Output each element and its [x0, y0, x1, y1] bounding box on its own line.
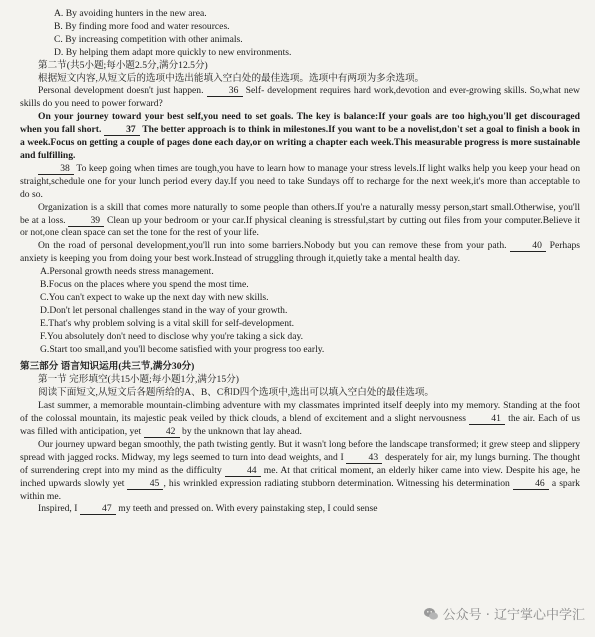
- blank-45: 45: [127, 478, 163, 490]
- blank-46: 46: [513, 478, 549, 490]
- choice-e: E.That's why problem solving is a vital skill for self-development.: [40, 317, 295, 329]
- choice-g: G.Start too small,and you'll become satisfied with your progress too early.: [40, 343, 325, 355]
- watermark-label: 公众号 · 辽宁掌心中学汇: [442, 608, 585, 623]
- blank-38: 38: [38, 163, 74, 175]
- cloze-paragraph-3: Inspired, I 47 my teeth and pressed on. With every painstaking step, I could sense: [38, 503, 378, 515]
- previous-question-options: [20, 8, 580, 60]
- blank-36: 36: [207, 85, 243, 97]
- option-c: C. By increasing competition with other animals.: [54, 33, 243, 45]
- option-a: A. By avoiding hunters in the new area.: [54, 8, 207, 19]
- choice-b: B.Focus on the places where you spend the most time.: [40, 279, 249, 291]
- blank-44: 44: [225, 465, 261, 477]
- cloze-instruction: 阅读下面短文,从短文后各题所给的A、B、C和D四个选项中,选出可以填入空白处的最佳选项。: [38, 387, 435, 399]
- cloze-paragraph-2: Our journey upward began smoothly, the path twisting gently. But it wasn't long before the landscape transformed; it grew steep and slippery spread with jagged rocks. Midway, my legs seemed to turn into dead weights, and I 43 desperately for air, my lungs burning. The thought of surrendering crept into my mind as the difficulty 44 me. At that critical moment, an elderly hiker came into view. Despite his age, he inched upwards slowly yet 45 , his wrinkled expression radiating stubborn determination. Witnessing his determination 46 a spark within me.: [20, 438, 580, 502]
- part3-title: 第三部分 语言知识运用(共三节,满分30分): [20, 361, 195, 373]
- choice-f: F.You absolutely don't need to disclose why you're taking a sick day.: [40, 330, 304, 342]
- watermark: [423, 604, 585, 623]
- cloze-section-title: 第一节 完形填空(共15小题;每小题1分,满分15分): [38, 374, 239, 386]
- cloze-paragraph-1: Last summer, a memorable mountain-climbing adventure with my classmates imprinted itself deeply into my memory. Standing at the foot of the colossal mountain, its majestic peak veiled by thick clouds, a blend of excitement and a slight nervousness 41 the air. Each of us was filled with anticipation, yet 42 by the unknown that lay ahead.: [20, 400, 580, 437]
- passage-paragraph-2: On your journey toward your best self,you need to set goals. The key is balance:If your goals are too high,you'll get discouraged when you fall short. 37 The better approach is to think in milestones.If you want to be a novelist,don't set a goal to finish a book in a week.Focus on getting a couple of pages done each day,or on writing a chapter each week.This measurable progress is more sustainable and fulfilling.: [20, 111, 580, 161]
- blank-37: 37: [104, 124, 140, 136]
- answer-choices: [40, 266, 580, 356]
- blank-43: 43: [346, 452, 382, 464]
- option-d: D. By helping them adapt more quickly to new environments.: [54, 46, 292, 58]
- blank-39: 39: [68, 215, 104, 227]
- passage-paragraph-4: Organization is a skill that comes more naturally to some people than others.If you're a naturally messy person,start small.Otherwise, you'll be at a loss. 39 Clean up your bedroom or your car.If physical cleaning is stressful,start by cutting out files from your computer.Believe it or not,one clean space can set the tone for the rest of your life.: [20, 201, 581, 239]
- blank-41: 41: [469, 413, 505, 425]
- passage-paragraph-5: On the road of personal development,you'll run into some barriers.Nobody but you can remove these from your path. 40 Perhaps anxiety is keeping you from doing your best work.Instead of struggling through it,quietly take a mental health day.: [20, 240, 580, 265]
- passage-paragraph-3: 38 To keep going when times are tough,you have to learn how to manage your stress levels.If light walks help you keep your head on straight,schedule one for your lunch period every day.If you need to take Sundays off to recharge for the next week,it's more than acceptable to do so.: [20, 162, 580, 200]
- blank-47: 47: [80, 503, 116, 515]
- wechat-icon: [423, 606, 439, 622]
- blank-42: 42: [144, 426, 180, 438]
- option-b: B. By finding more food and water resources.: [54, 20, 230, 32]
- section2-instruction: 根据短文内容,从短文后的选项中选出能填入空白处的最佳选项。选项中有两项为多余选项。: [38, 72, 425, 84]
- section2-title: 第二节(共5小题;每小题2.5分,满分12.5分): [38, 59, 208, 71]
- choice-d: D.Don't let personal challenges stand in the way of your growth.: [40, 304, 288, 316]
- choice-c: C.You can't expect to wake up the next day with new skills.: [40, 291, 269, 303]
- exam-content: [20, 8, 580, 516]
- blank-40: 40: [510, 240, 546, 252]
- passage-paragraph-1: Personal development doesn't just happen. 36 Self- development requires hard work,devotion and ever-growing skills. So,what new skills do you need to power forward?: [20, 85, 580, 110]
- choice-a: A.Personal growth needs stress management.: [40, 266, 214, 278]
